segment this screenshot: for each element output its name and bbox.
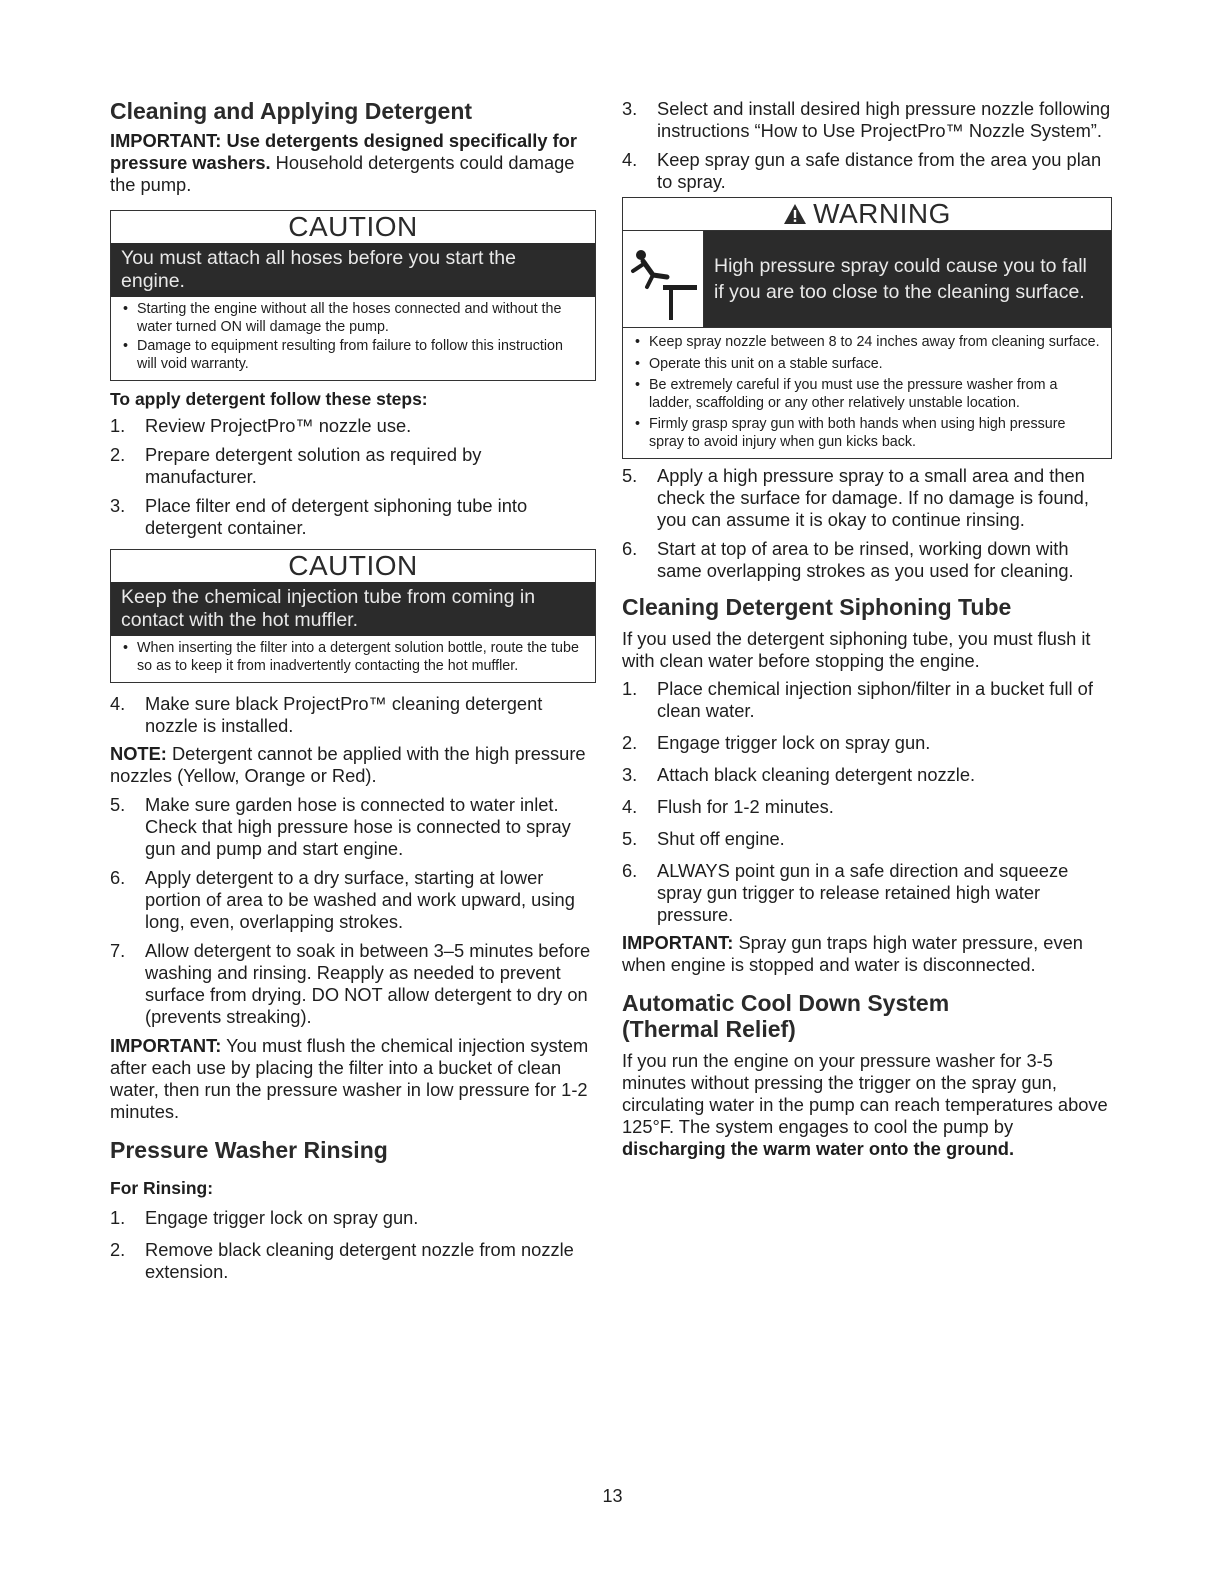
list-item: 7. Allow detergent to soak in between 3–5 minutes before washing and rinsing. Reapply as needed to prevent surface from drying. DO NOT allow detergent to dry on (prevents streaking).	[110, 940, 591, 1027]
list-item: 2. Engage trigger lock on spray gun.	[622, 732, 931, 753]
warning-bullet: • Keep spray nozzle between 8 to 24 inches away from cleaning surface.	[633, 334, 1101, 352]
warning-bullets	[623, 328, 1111, 458]
list-item: 5. Make sure garden hose is connected to water inlet. Check that high pressure hose is connected to spray gun and pump and start engine.	[110, 794, 571, 859]
siphon-heading: Cleaning Detergent Siphoning Tube	[622, 594, 1012, 620]
list-item: 6. Start at top of area to be rinsed, working down with same overlapping strokes as you used for cleaning.	[622, 538, 1074, 581]
caution-banner: You must attach all hoses before you start the engine.	[111, 243, 595, 297]
right-column	[622, 98, 1112, 1160]
caution-banner: Keep the chemical injection tube from coming in contact with the hot muffler.	[111, 582, 595, 636]
warning-bullet: • Operate this unit on a stable surface.	[633, 356, 1101, 374]
warning-bullet: • Firmly grasp spray gun with both hands when using high pressure spray to avoid injury when gun kicks back.	[633, 416, 1101, 451]
warning-banner: High pressure spray could cause you to fall if you are too close to the cleaning surface.	[704, 231, 1111, 327]
caution-bullet: • Damage to equipment resulting from failure to follow this instruction will void warranty.	[121, 338, 585, 373]
caution-box-muffler	[110, 549, 596, 683]
caution-bullet: • Starting the engine without all the hoses connected and without the water turned ON will damage the pump.	[121, 301, 585, 336]
warning-title-row	[623, 198, 1111, 231]
caution-bullets	[111, 297, 595, 380]
important-flush: IMPORTANT: You must flush the chemical injection system after each use by placing the filter into a bucket of clean water, then run the pressure washer in low pressure for 1-2 minutes.	[110, 1035, 589, 1122]
rinsing-steps	[110, 1207, 596, 1283]
rinsing-steps-final	[622, 465, 1112, 582]
warning-banner-row	[623, 231, 1111, 328]
list-item: 6. ALWAYS point gun in a safe direction and squeeze spray gun trigger to release retained high water pressure.	[622, 860, 1069, 925]
caution-bullet: • When inserting the filter into a detergent solution bottle, route the tube so as to keep it from inadvertently contacting the hot muffler.	[121, 640, 585, 675]
list-item: 2. Prepare detergent solution as required by manufacturer.	[110, 444, 482, 487]
caution-title: CAUTION	[288, 550, 418, 581]
siphon-intro: If you used the detergent siphoning tube, you must flush it with clean water before stopping the engine.	[622, 628, 1091, 671]
warning-triangle-icon	[783, 203, 807, 225]
list-item: 1. Place chemical injection siphon/filter in a bucket full of clean water.	[622, 678, 1093, 721]
list-item: 4. Keep spray gun a safe distance from the area you plan to spray.	[622, 149, 1102, 192]
warning-bullet: • Be extremely careful if you must use the pressure washer from a ladder, scaffolding or any other relatively unstable location.	[633, 377, 1101, 412]
list-item: 2. Remove black cleaning detergent nozzle from nozzle extension.	[110, 1239, 574, 1282]
list-item: 3. Place filter end of detergent siphoning tube into detergent container.	[110, 495, 528, 538]
note-text: NOTE: Detergent cannot be applied with the high pressure nozzles (Yellow, Orange or Red).	[110, 743, 586, 786]
rinsing-subheading: For Rinsing:	[110, 1178, 214, 1198]
list-item: 5. Shut off engine.	[622, 828, 785, 849]
warning-title: WARNING	[813, 198, 951, 229]
cooldown-text: If you run the engine on your pressure washer for 3-5 minutes without pressing the trigger on the spray gun, circulating water in the pump can reach temperatures above 125°F. The system engages to cool the pump by discharging the warm water onto the ground.	[622, 1050, 1108, 1159]
list-item: 4. Flush for 1-2 minutes.	[622, 796, 834, 817]
detergent-steps-continued	[110, 794, 596, 1028]
detergent-heading: Cleaning and Applying Detergent	[110, 98, 473, 124]
detergent-step-4	[110, 693, 596, 737]
list-item: 5. Apply a high pressure spray to a small area and then check the surface for damage. If no damage is found, you can assume it is okay to continue rinsing.	[622, 465, 1089, 530]
steps-heading: To apply detergent follow these steps:	[110, 389, 428, 409]
caution-bullets	[111, 636, 595, 682]
list-item: 1. Review ProjectPro™ nozzle use.	[110, 415, 412, 436]
important-spray: IMPORTANT: Spray gun traps high water pressure, even when engine is stopped and water is disconnected.	[622, 932, 1083, 975]
fall-hazard-icon	[623, 231, 704, 327]
important-intro: IMPORTANT: Use detergents designed specifically for pressure washers. Household detergents could damage the pump.	[110, 130, 577, 195]
rinsing-steps-continued	[622, 98, 1112, 193]
detergent-steps	[110, 415, 596, 539]
list-item: 4. Make sure black ProjectPro™ cleaning detergent nozzle is installed.	[110, 693, 543, 736]
list-item: 1. Engage trigger lock on spray gun.	[110, 1207, 419, 1228]
cooldown-heading: Automatic Cool Down System (Thermal Relief)	[622, 990, 950, 1042]
warning-box	[622, 197, 1112, 459]
caution-box-hoses	[110, 210, 596, 381]
siphon-steps	[622, 678, 1112, 926]
list-item: 6. Apply detergent to a dry surface, starting at lower portion of area to be washed and work upward, using long, even, overlapping strokes.	[110, 867, 575, 932]
rinsing-heading: Pressure Washer Rinsing	[110, 1137, 388, 1163]
list-item: 3. Attach black cleaning detergent nozzle.	[622, 764, 976, 785]
left-column	[110, 98, 596, 1283]
caution-title: CAUTION	[288, 211, 418, 242]
list-item: 3. Select and install desired high pressure nozzle following instructions “How to Use ProjectPro™ Nozzle System”.	[622, 98, 1111, 141]
page-number: 13	[602, 1486, 623, 1506]
